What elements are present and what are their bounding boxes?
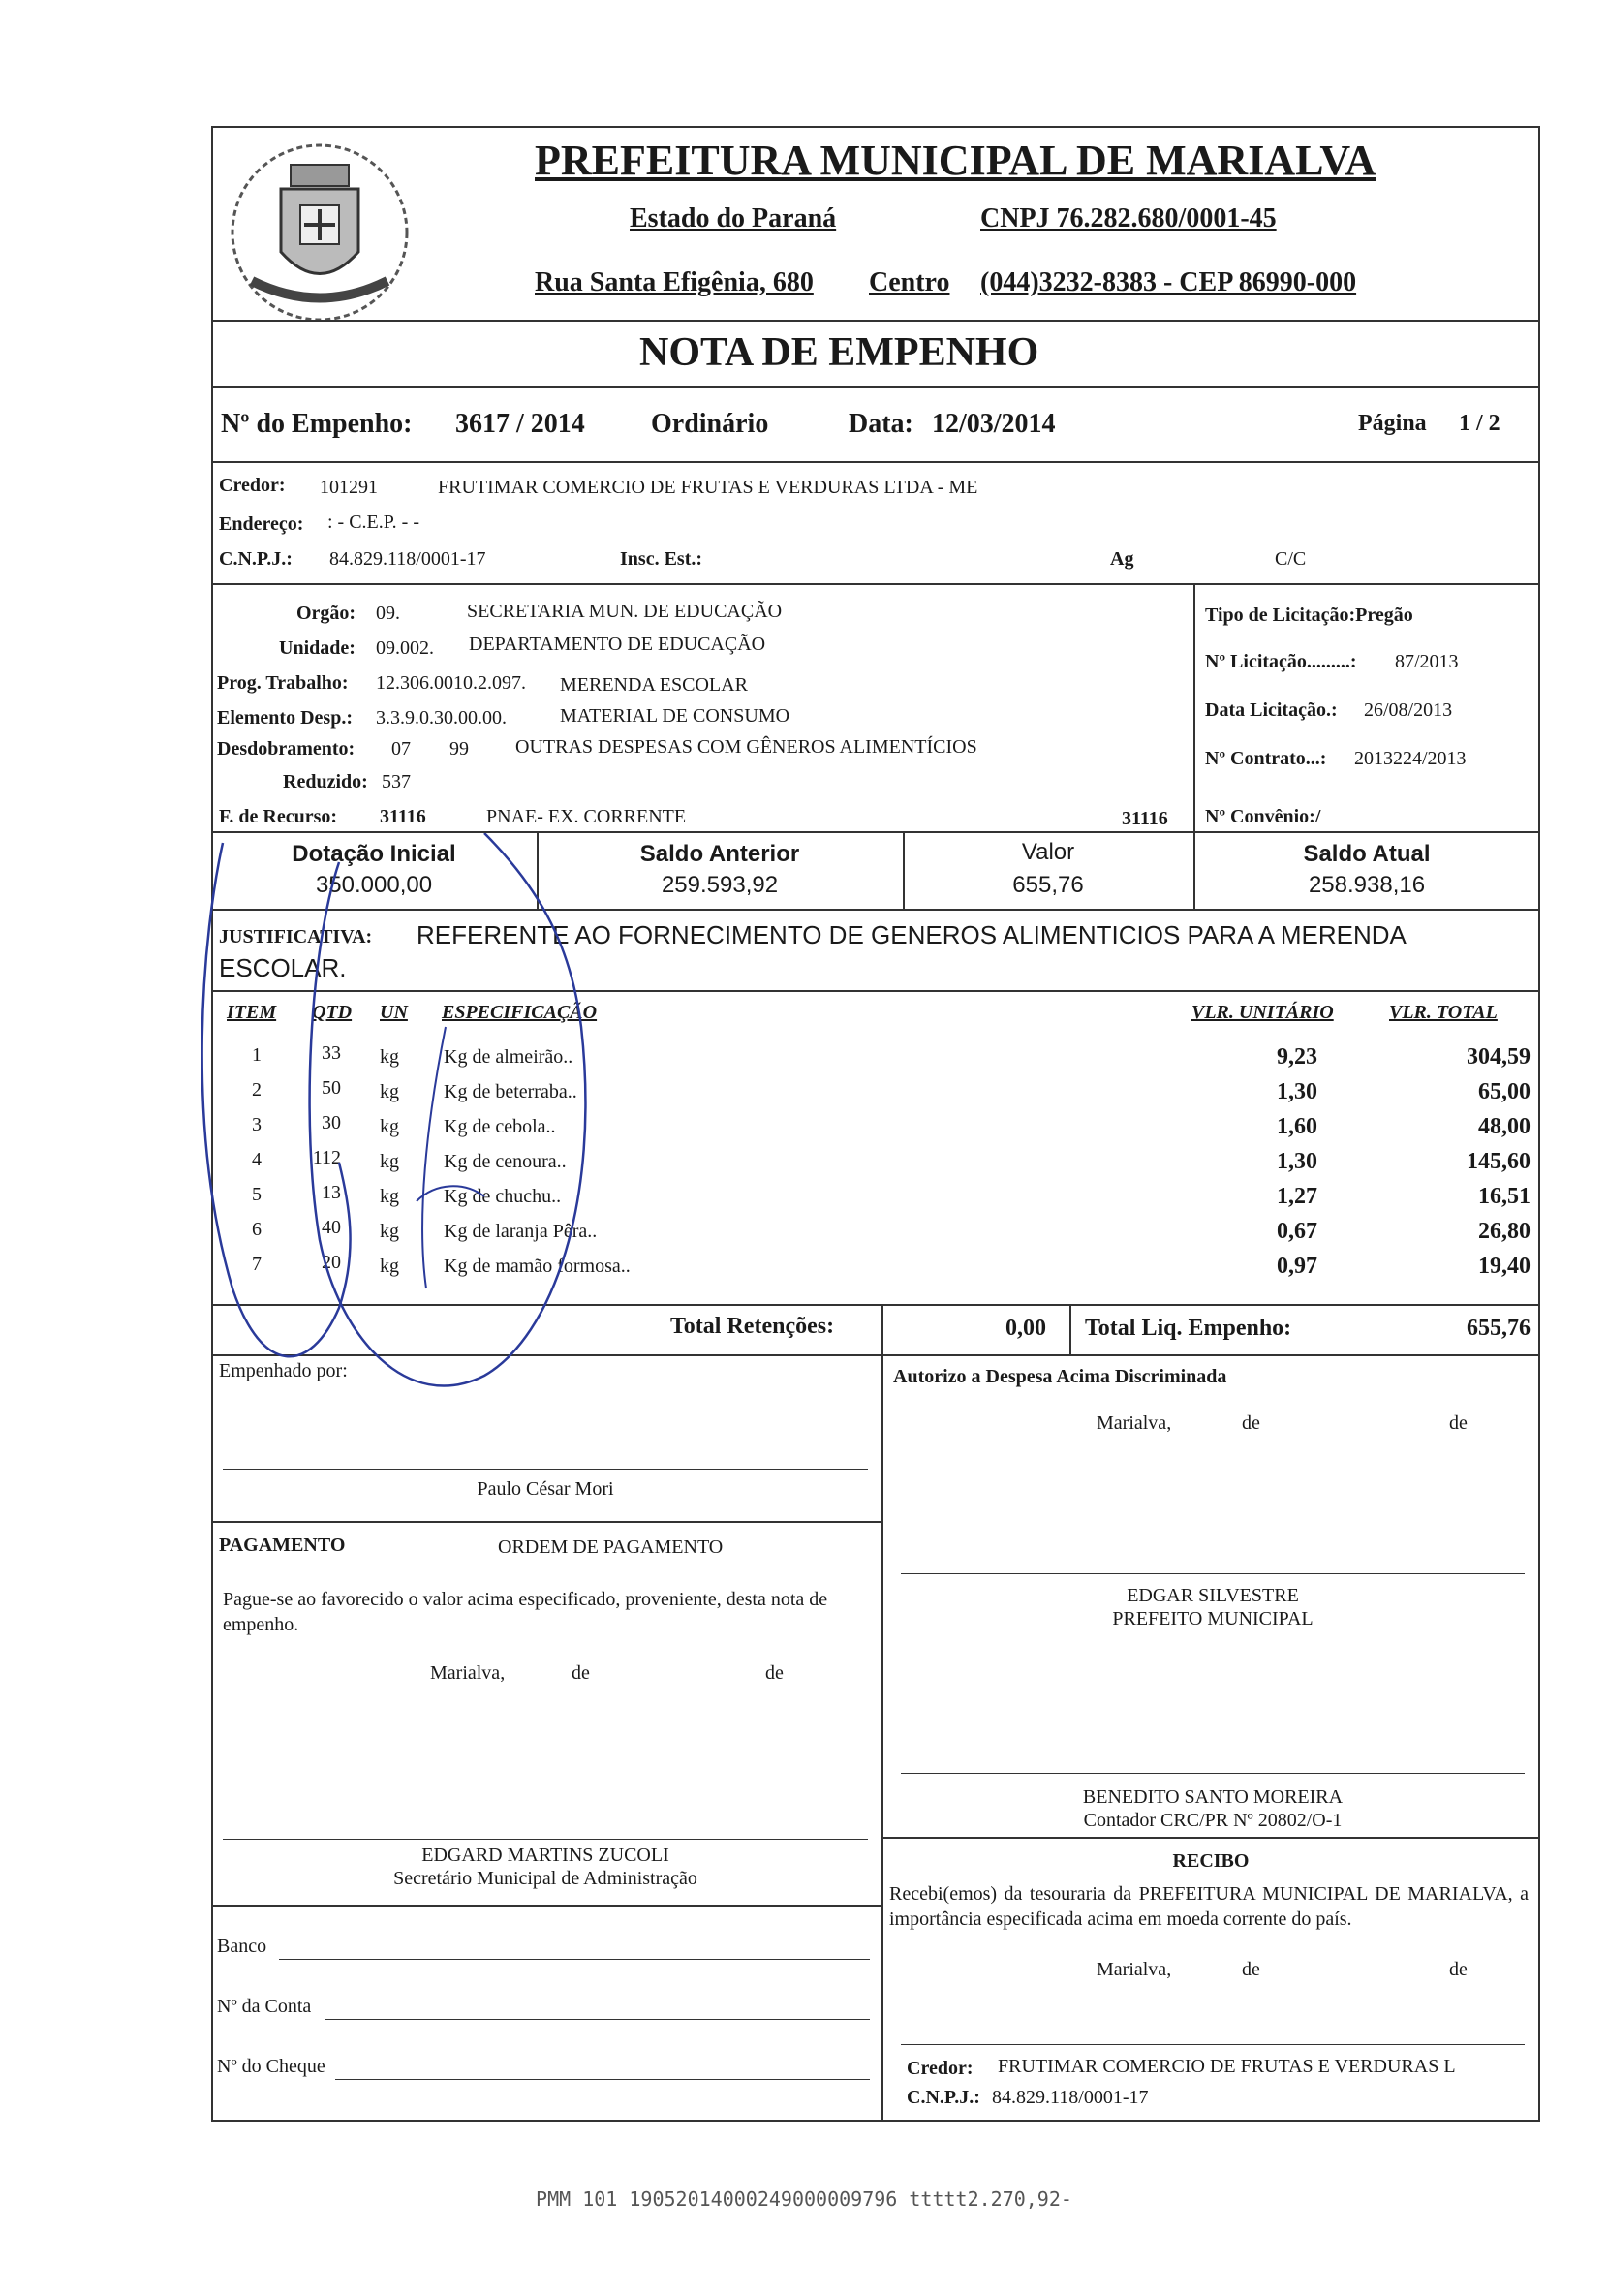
page-number: 1 / 2 <box>1459 411 1500 436</box>
row-item: 3 <box>252 1114 262 1135</box>
retencoes-label: Total Retenções: <box>670 1314 835 1339</box>
contrato-label: Nº Contrato...: <box>1205 748 1327 769</box>
row-qtd: 30 <box>322 1112 341 1133</box>
org-district: Centro <box>869 267 950 297</box>
row-un: kg <box>380 1221 399 1242</box>
row-qtd: 40 <box>322 1217 341 1238</box>
credor-name: FRUTIMAR COMERCIO DE FRUTAS E VERDURAS LTDA - ME <box>438 477 978 498</box>
org-cnpj: CNPJ 76.282.680/0001-45 <box>980 203 1277 233</box>
empenhado-label: Empenhado por: <box>219 1360 348 1381</box>
insc-est-label: Insc. Est.: <box>620 548 703 570</box>
licitacao-tipo: Tipo de Licitação:Pregão <box>1205 605 1413 626</box>
cheque-label: Nº do Cheque <box>217 2056 325 2077</box>
row-espec: Kg de chuchu.. <box>444 1186 562 1207</box>
liq-label: Total Liq. Empenho: <box>1085 1316 1292 1341</box>
row-item: 5 <box>252 1184 262 1205</box>
saldo-atual-value: 258.938,16 <box>1308 872 1426 898</box>
prefeito-title: PREFEITO MUNICIPAL <box>1112 1608 1314 1629</box>
desdob-label: Desdobramento: <box>217 738 356 760</box>
retencoes-value: 0,00 <box>1005 1316 1046 1341</box>
row-item: 4 <box>252 1149 262 1170</box>
liq-value: 655,76 <box>1467 1316 1531 1341</box>
row-total: 19,40 <box>1478 1254 1531 1279</box>
credor-cnpj: 84.829.118/0001-17 <box>329 548 486 570</box>
row-un: kg <box>380 1151 399 1172</box>
recurso-label: F. de Recurso: <box>219 806 338 827</box>
justificativa-text-1: REFERENTE AO FORNECIMENTO DE GENEROS ALIMENTICIOS PARA A MERENDA <box>417 920 1407 949</box>
recurso-code: 31116 <box>380 806 426 827</box>
row-un: kg <box>380 1186 399 1207</box>
contador-name: BENEDITO SANTO MOREIRA <box>1082 1786 1344 1808</box>
recibo-de-1: de <box>1242 1959 1260 1980</box>
orgao-name: SECRETARIA MUN. DE EDUCAÇÃO <box>467 601 783 622</box>
justificativa-label: JUSTIFICATIVA: <box>219 926 373 947</box>
row-espec: Kg de beterraba.. <box>444 1081 577 1102</box>
recibo-title: RECIBO <box>1172 1850 1250 1872</box>
cc-label: C/C <box>1275 548 1307 570</box>
elemento-label: Elemento Desp.: <box>217 707 353 729</box>
elemento-code: 3.3.9.0.30.00.00. <box>376 707 507 729</box>
row-unit: 1,27 <box>1277 1184 1317 1209</box>
saldo-atual-label: Saldo Atual <box>1303 841 1431 867</box>
autorizo-city: Marialva, <box>1097 1412 1172 1434</box>
row-item: 7 <box>252 1254 262 1275</box>
credor-code: 101291 <box>320 477 378 498</box>
row-total: 16,51 <box>1478 1184 1531 1209</box>
row-un: kg <box>380 1081 399 1102</box>
row-item: 6 <box>252 1219 262 1240</box>
autorizo-text: Autorizo a Despesa Acima Discriminada <box>893 1366 1227 1387</box>
page-label: Página <box>1358 411 1427 436</box>
saldo-anterior-value: 259.593,92 <box>661 872 779 898</box>
licitacao-numero: 87/2013 <box>1395 651 1459 672</box>
coat-of-arms-icon <box>223 136 417 329</box>
dotacao-label: Dotação Inicial <box>292 841 456 867</box>
conta-label: Nº da Conta <box>217 1996 312 2017</box>
footer-credor-name: FRUTIMAR COMERCIO DE FRUTAS E VERDURAS L <box>998 2056 1456 2077</box>
recibo-city: Marialva, <box>1097 1959 1172 1980</box>
elemento-name: MATERIAL DE CONSUMO <box>560 705 790 727</box>
dotacao-value: 350.000,00 <box>315 872 433 898</box>
banco-label: Banco <box>217 1936 267 1957</box>
contador-title: Contador CRC/PR Nº 20802/O-1 <box>1083 1810 1343 1831</box>
desdob-b: 99 <box>449 738 469 760</box>
recurso-name: PNAE- EX. CORRENTE <box>486 806 687 827</box>
row-qtd: 20 <box>322 1252 341 1273</box>
unidade-label: Unidade: <box>279 637 356 659</box>
pague-text: Pague-se ao favorecido o valor acima especificado, proveniente, desta nota de empenho. <box>223 1589 828 1635</box>
org-address: Rua Santa Efigênia, 680 <box>535 267 814 297</box>
row-qtd: 13 <box>322 1182 341 1203</box>
col-item: ITEM <box>227 1002 277 1023</box>
row-espec: Kg de cenoura.. <box>444 1151 567 1172</box>
recurso-right-code: 31116 <box>1122 808 1168 829</box>
unidade-code: 09.002. <box>376 637 434 659</box>
prefeito-name: EDGAR SILVESTRE <box>1127 1585 1299 1606</box>
autorizo-de-2: de <box>1449 1412 1468 1434</box>
row-un: kg <box>380 1256 399 1277</box>
row-total: 304,59 <box>1467 1044 1531 1070</box>
pen-mark-icon <box>194 833 639 1453</box>
licitacao-data-label: Data Licitação.: <box>1205 699 1338 721</box>
prog-code: 12.306.0010.2.097. <box>376 672 526 694</box>
valor-label: Valor <box>1021 839 1075 865</box>
row-espec: Kg de laranja Pêra.. <box>444 1221 598 1242</box>
pagamento-city: Marialva, <box>430 1662 506 1684</box>
org-title: PREFEITURA MUNICIPAL DE MARIALVA <box>535 137 1376 184</box>
document-title: NOTA DE EMPENHO <box>639 330 1039 375</box>
row-un: kg <box>380 1116 399 1137</box>
row-unit: 1,60 <box>1277 1114 1317 1139</box>
empenho-type: Ordinário <box>651 409 769 439</box>
col-qtd: QTD <box>312 1002 353 1023</box>
pagamento-title: PAGAMENTO <box>219 1535 346 1556</box>
licitacao-numero-label: Nº Licitação.........: <box>1205 651 1357 672</box>
orgao-label: Orgão: <box>296 603 356 624</box>
pagamento-de-2: de <box>765 1662 784 1684</box>
credor-cnpj-label: C.N.P.J.: <box>219 548 293 570</box>
row-espec: Kg de mamão formosa.. <box>444 1256 631 1277</box>
empenho-date: 12/03/2014 <box>932 409 1056 439</box>
footer-credor-label: Credor: <box>907 2058 974 2079</box>
row-unit: 1,30 <box>1277 1079 1317 1104</box>
col-un: UN <box>380 1002 408 1023</box>
autorizo-de-1: de <box>1242 1412 1260 1434</box>
orgao-code: 09. <box>376 603 400 624</box>
credor-label: Credor: <box>219 475 286 496</box>
row-total: 145,60 <box>1467 1149 1531 1174</box>
secretario-title: Secretário Municipal de Administração <box>393 1868 697 1889</box>
row-espec: Kg de almeirão.. <box>444 1046 573 1068</box>
col-unit-value: VLR. UNITÁRIO <box>1191 1002 1334 1023</box>
ordem-pagamento-title: ORDEM DE PAGAMENTO <box>498 1536 724 1558</box>
row-unit: 0,97 <box>1277 1254 1317 1279</box>
state-name: Estado do Paraná <box>630 203 837 233</box>
row-item: 2 <box>252 1079 262 1101</box>
row-unit: 9,23 <box>1277 1044 1317 1070</box>
row-unit: 0,67 <box>1277 1219 1317 1244</box>
empenho-date-label: Data: <box>849 409 913 439</box>
licitacao-data: 26/08/2013 <box>1364 699 1453 721</box>
recibo-de-2: de <box>1449 1959 1468 1980</box>
reduzido-label: Reduzido: <box>283 771 368 792</box>
empenho-number: 3617 / 2014 <box>455 409 585 439</box>
prog-name: MERENDA ESCOLAR <box>560 674 748 696</box>
col-total-value: VLR. TOTAL <box>1389 1002 1498 1023</box>
empenhado-name: Paulo César Mori <box>477 1478 614 1500</box>
row-unit: 1,30 <box>1277 1149 1317 1174</box>
row-item: 1 <box>252 1044 262 1066</box>
row-total: 48,00 <box>1478 1114 1531 1139</box>
row-qtd: 112 <box>312 1147 341 1168</box>
footer-cnpj-label: C.N.P.J.: <box>907 2087 980 2108</box>
convenio-label: Nº Convênio:/ <box>1205 806 1321 827</box>
ag-label: Ag <box>1110 548 1134 570</box>
prog-label: Prog. Trabalho: <box>217 672 349 694</box>
secretario-name: EDGARD MARTINS ZUCOLI <box>421 1845 669 1866</box>
recibo-text: Recebi(emos) da tesouraria da PREFEITURA MUNICIPAL DE MARIALVA, a importância especificada acima em moeda corrente do país. <box>889 1883 1529 1930</box>
justificativa-text-2: ESCOLAR. <box>219 953 347 982</box>
row-espec: Kg de cebola.. <box>444 1116 556 1137</box>
reduzido-value: 537 <box>382 771 411 792</box>
footer-cnpj: 84.829.118/0001-17 <box>992 2087 1149 2108</box>
contrato-number: 2013224/2013 <box>1354 748 1467 769</box>
row-total: 65,00 <box>1478 1079 1531 1104</box>
address-value: : - C.E.P. - - <box>327 512 419 533</box>
desdob-a: 07 <box>391 738 411 760</box>
row-qtd: 33 <box>322 1042 341 1064</box>
org-phone-cep: (044)3232-8383 - CEP 86990-000 <box>980 267 1357 297</box>
empenho-number-label: Nº do Empenho: <box>221 409 413 439</box>
row-total: 26,80 <box>1478 1219 1531 1244</box>
unidade-name: DEPARTAMENTO DE EDUCAÇÃO <box>469 634 766 655</box>
row-qtd: 50 <box>322 1077 341 1099</box>
address-label: Endereço: <box>219 513 304 535</box>
row-un: kg <box>380 1046 399 1068</box>
bank-stamp: PMM 101 19052014000249000009796 ttttt2.270,92- <box>536 2187 1072 2211</box>
col-especificacao: ESPECIFICAÇÃO <box>442 1002 598 1023</box>
saldo-anterior-label: Saldo Anterior <box>639 841 800 867</box>
desdob-name: OUTRAS DESPESAS COM GÊNEROS ALIMENTÍCIOS <box>515 736 977 758</box>
valor-value: 655,76 <box>1012 872 1084 898</box>
pagamento-de-1: de <box>572 1662 590 1684</box>
